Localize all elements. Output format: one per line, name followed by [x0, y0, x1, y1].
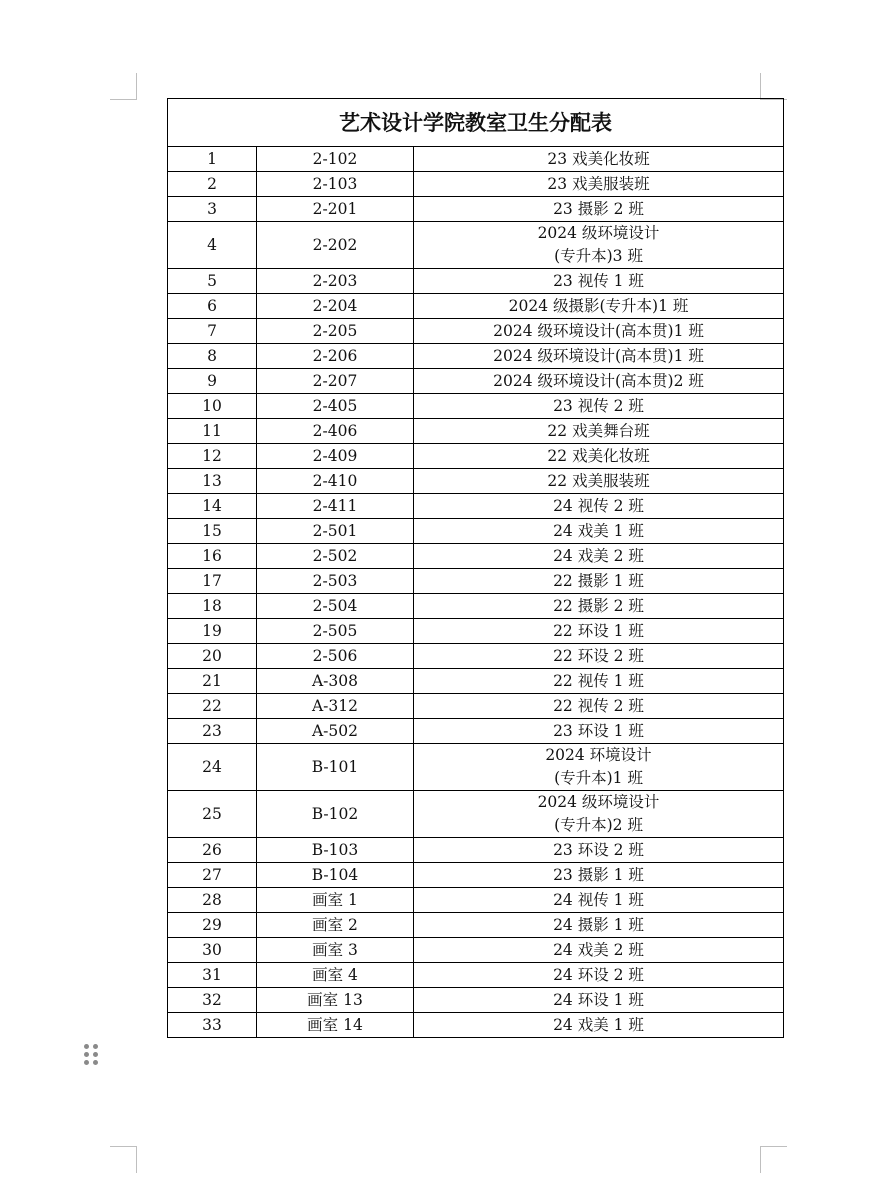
- class-cell: 23 视传 2 班: [414, 394, 784, 419]
- row-number-cell: 3: [168, 197, 257, 222]
- class-cell: 24 戏美 2 班: [414, 938, 784, 963]
- class-cell: 23 环设 1 班: [414, 719, 784, 744]
- room-cell: 2-411: [257, 494, 414, 519]
- corner-mark-bottom-left: [110, 1146, 137, 1173]
- room-cell: 2-505: [257, 619, 414, 644]
- row-number-cell: 24: [168, 744, 257, 791]
- row-number-cell: 11: [168, 419, 257, 444]
- table-row: [168, 694, 784, 719]
- class-cell: 22 摄影 1 班: [414, 569, 784, 594]
- class-cell: 2024 级环境设计(高本贯)2 班: [414, 369, 784, 394]
- room-cell: 2-203: [257, 269, 414, 294]
- room-cell: A-502: [257, 719, 414, 744]
- row-number-cell: 14: [168, 494, 257, 519]
- corner-mark-bottom-right: [760, 1146, 787, 1173]
- room-cell: 2-501: [257, 519, 414, 544]
- table-row: [168, 172, 784, 197]
- room-cell: 2-103: [257, 172, 414, 197]
- class-cell: 2024 级环境设计(高本贯)1 班: [414, 344, 784, 369]
- room-cell: 2-502: [257, 544, 414, 569]
- class-cell: 2024 级环境设计 (专升本)2 班: [414, 791, 784, 838]
- table-row: [168, 888, 784, 913]
- room-cell: 2-409: [257, 444, 414, 469]
- row-number-cell: 12: [168, 444, 257, 469]
- row-number-cell: 6: [168, 294, 257, 319]
- class-cell: 23 摄影 2 班: [414, 197, 784, 222]
- table-row: [168, 319, 784, 344]
- room-cell: 2-410: [257, 469, 414, 494]
- class-cell: 24 戏美 1 班: [414, 1013, 784, 1038]
- corner-mark-top-right: [760, 73, 787, 100]
- row-number-cell: 8: [168, 344, 257, 369]
- table-row: [168, 519, 784, 544]
- row-number-cell: 7: [168, 319, 257, 344]
- row-number-cell: 10: [168, 394, 257, 419]
- table-row: [168, 369, 784, 394]
- table-row: [168, 838, 784, 863]
- corner-mark-top-left: [110, 73, 137, 100]
- room-cell: 2-206: [257, 344, 414, 369]
- table-row: [168, 913, 784, 938]
- allocation-table: [167, 98, 784, 1038]
- room-cell: B-102: [257, 791, 414, 838]
- room-cell: B-101: [257, 744, 414, 791]
- room-cell: 2-205: [257, 319, 414, 344]
- table-row: [168, 294, 784, 319]
- row-number-cell: 25: [168, 791, 257, 838]
- room-cell: B-104: [257, 863, 414, 888]
- row-number-cell: 29: [168, 913, 257, 938]
- room-cell: 2-406: [257, 419, 414, 444]
- class-cell: 24 摄影 1 班: [414, 913, 784, 938]
- table-row: [168, 938, 784, 963]
- row-number-cell: 32: [168, 988, 257, 1013]
- table-row: [168, 569, 784, 594]
- row-number-cell: 9: [168, 369, 257, 394]
- table-title: 艺术设计学院教室卫生分配表: [168, 99, 784, 147]
- class-cell: 2024 级环境设计 (专升本)3 班: [414, 222, 784, 269]
- room-cell: 画室 3: [257, 938, 414, 963]
- table-row: [168, 988, 784, 1013]
- table-row: [168, 419, 784, 444]
- class-cell: 2024 级环境设计(高本贯)1 班: [414, 319, 784, 344]
- table-row: [168, 269, 784, 294]
- row-number-cell: 28: [168, 888, 257, 913]
- room-cell: 画室 13: [257, 988, 414, 1013]
- row-number-cell: 33: [168, 1013, 257, 1038]
- table-row: [168, 644, 784, 669]
- row-number-cell: 17: [168, 569, 257, 594]
- row-number-cell: 20: [168, 644, 257, 669]
- table-row: [168, 444, 784, 469]
- room-cell: 2-202: [257, 222, 414, 269]
- table-row: [168, 669, 784, 694]
- class-cell: 23 视传 1 班: [414, 269, 784, 294]
- class-cell: 23 戏美服装班: [414, 172, 784, 197]
- table-row: [168, 469, 784, 494]
- room-cell: A-312: [257, 694, 414, 719]
- row-number-cell: 23: [168, 719, 257, 744]
- table-drag-handle-icon[interactable]: [84, 1044, 98, 1066]
- table-body: [168, 147, 784, 1038]
- room-cell: A-308: [257, 669, 414, 694]
- row-number-cell: 1: [168, 147, 257, 172]
- row-number-cell: 18: [168, 594, 257, 619]
- class-cell: 22 视传 1 班: [414, 669, 784, 694]
- room-cell: 2-405: [257, 394, 414, 419]
- table-row: [168, 197, 784, 222]
- table-row: [168, 744, 784, 791]
- class-cell: 22 戏美服装班: [414, 469, 784, 494]
- room-cell: 画室 2: [257, 913, 414, 938]
- class-cell: 24 视传 2 班: [414, 494, 784, 519]
- row-number-cell: 26: [168, 838, 257, 863]
- class-cell: 2024 级摄影(专升本)1 班: [414, 294, 784, 319]
- table-row: [168, 394, 784, 419]
- row-number-cell: 16: [168, 544, 257, 569]
- table-row: [168, 594, 784, 619]
- class-cell: 24 视传 1 班: [414, 888, 784, 913]
- table-row: [168, 619, 784, 644]
- room-cell: 2-503: [257, 569, 414, 594]
- table-row: [168, 147, 784, 172]
- class-cell: 22 视传 2 班: [414, 694, 784, 719]
- class-cell: 22 戏美化妆班: [414, 444, 784, 469]
- class-cell: 22 环设 1 班: [414, 619, 784, 644]
- room-cell: 2-504: [257, 594, 414, 619]
- class-cell: 24 环设 1 班: [414, 988, 784, 1013]
- row-number-cell: 15: [168, 519, 257, 544]
- table-row: [168, 222, 784, 269]
- class-cell: 22 环设 2 班: [414, 644, 784, 669]
- table-row: [168, 963, 784, 988]
- class-cell: 2024 环境设计 (专升本)1 班: [414, 744, 784, 791]
- room-cell: 2-102: [257, 147, 414, 172]
- room-cell: 2-207: [257, 369, 414, 394]
- class-cell: 24 戏美 1 班: [414, 519, 784, 544]
- row-number-cell: 22: [168, 694, 257, 719]
- class-cell: 22 戏美舞台班: [414, 419, 784, 444]
- row-number-cell: 31: [168, 963, 257, 988]
- class-cell: 23 戏美化妆班: [414, 147, 784, 172]
- row-number-cell: 27: [168, 863, 257, 888]
- class-cell: 24 戏美 2 班: [414, 544, 784, 569]
- table-title-row: [168, 99, 784, 147]
- class-cell: 23 摄影 1 班: [414, 863, 784, 888]
- row-number-cell: 2: [168, 172, 257, 197]
- row-number-cell: 5: [168, 269, 257, 294]
- row-number-cell: 19: [168, 619, 257, 644]
- table-row: [168, 1013, 784, 1038]
- room-cell: 画室 14: [257, 1013, 414, 1038]
- row-number-cell: 21: [168, 669, 257, 694]
- table-row: [168, 791, 784, 838]
- row-number-cell: 4: [168, 222, 257, 269]
- table-row: [168, 494, 784, 519]
- table-row: [168, 863, 784, 888]
- table-row: [168, 344, 784, 369]
- row-number-cell: 13: [168, 469, 257, 494]
- room-cell: 画室 4: [257, 963, 414, 988]
- row-number-cell: 30: [168, 938, 257, 963]
- table-row: [168, 719, 784, 744]
- table-row: [168, 544, 784, 569]
- class-cell: 23 环设 2 班: [414, 838, 784, 863]
- room-cell: 2-201: [257, 197, 414, 222]
- room-cell: 2-506: [257, 644, 414, 669]
- class-cell: 24 环设 2 班: [414, 963, 784, 988]
- room-cell: B-103: [257, 838, 414, 863]
- class-cell: 22 摄影 2 班: [414, 594, 784, 619]
- room-cell: 2-204: [257, 294, 414, 319]
- room-cell: 画室 1: [257, 888, 414, 913]
